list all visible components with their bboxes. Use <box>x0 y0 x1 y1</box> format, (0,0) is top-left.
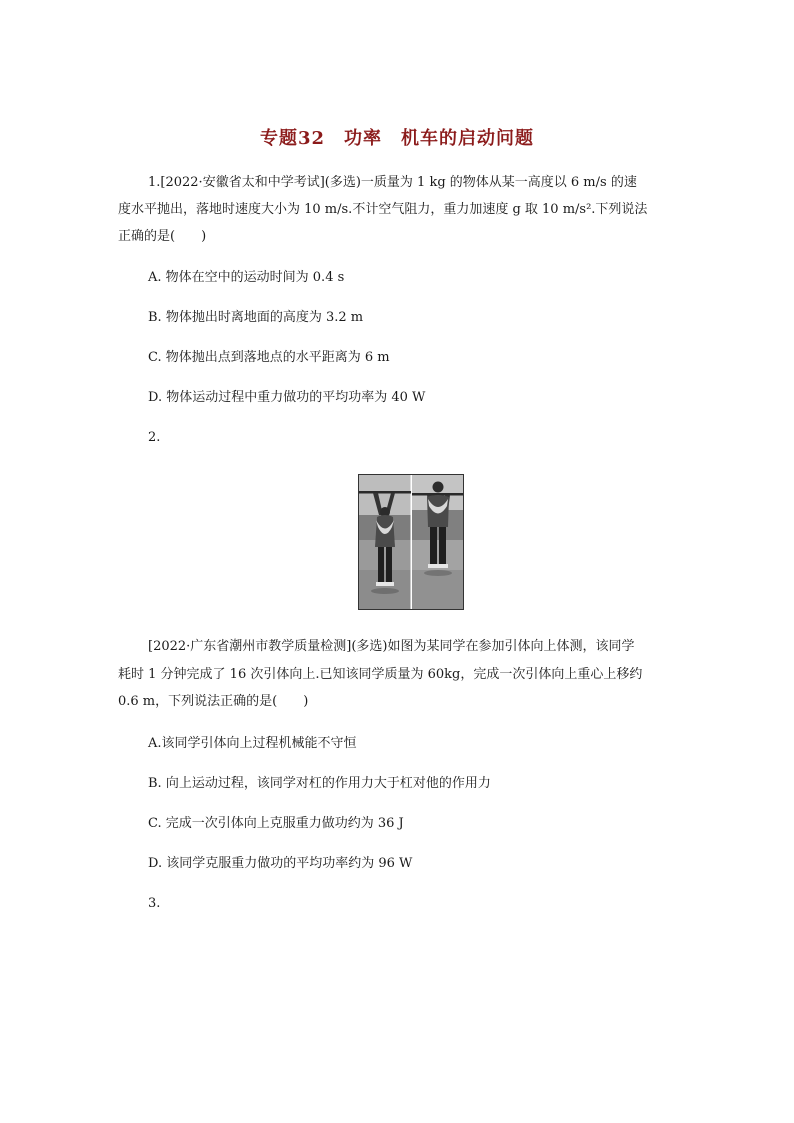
page-title: 专题32 功率 机车的启动问题 <box>259 128 535 149</box>
q2-option-d: D. 该同学克服重力做功的平均功率约为 96 W <box>148 856 413 871</box>
q1-option-d: D. 物体运动过程中重力做功的平均功率为 40 W <box>148 390 426 405</box>
q2-stem-line3: 0.6 m，下列说法正确的是( ) <box>118 694 309 709</box>
q2-stem-line2: 耗时 1 分钟完成了 16 次引体向上.已知该同学质量为 60kg，完成一次引体向上重心上移约 <box>118 667 643 682</box>
q1-stem-line2: 度水平抛出，落地时速度大小为 10 m/s.不计空气阻力，重力加速度 g 取 10 m/s².下列说法 <box>118 202 648 217</box>
q2-option-b: B. 向上运动过程，该同学对杠的作用力大于杠对他的作用力 <box>148 776 491 791</box>
q2-option-c: C. 完成一次引体向上克服重力做功约为 36 J <box>148 816 404 831</box>
q2-number: 2. <box>148 430 161 445</box>
q1-stem-line3: 正确的是( ) <box>118 229 207 244</box>
q1-option-c: C. 物体抛出点到落地点的水平距离为 6 m <box>148 350 390 365</box>
q2-option-a: A.该同学引体向上过程机械能不守恒 <box>148 736 357 751</box>
pull-up-photo <box>358 474 464 610</box>
q1-stem-line1: 1.[2022·安徽省太和中学考试](多选)一质量为 1 kg 的物体从某一高度以 6 m/s 的速 <box>148 175 637 190</box>
q1-option-b: B. 物体抛出时离地面的高度为 3.2 m <box>148 310 364 325</box>
q2-stem-line1: [2022·广东省潮州市教学质量检测](多选)如图为某同学在参加引体向上体测，该同学 <box>148 639 635 654</box>
pull-up-illustration <box>359 475 463 609</box>
q3-number: 3. <box>148 896 161 911</box>
q1-option-a: A. 物体在空中的运动时间为 0.4 s <box>148 270 345 285</box>
